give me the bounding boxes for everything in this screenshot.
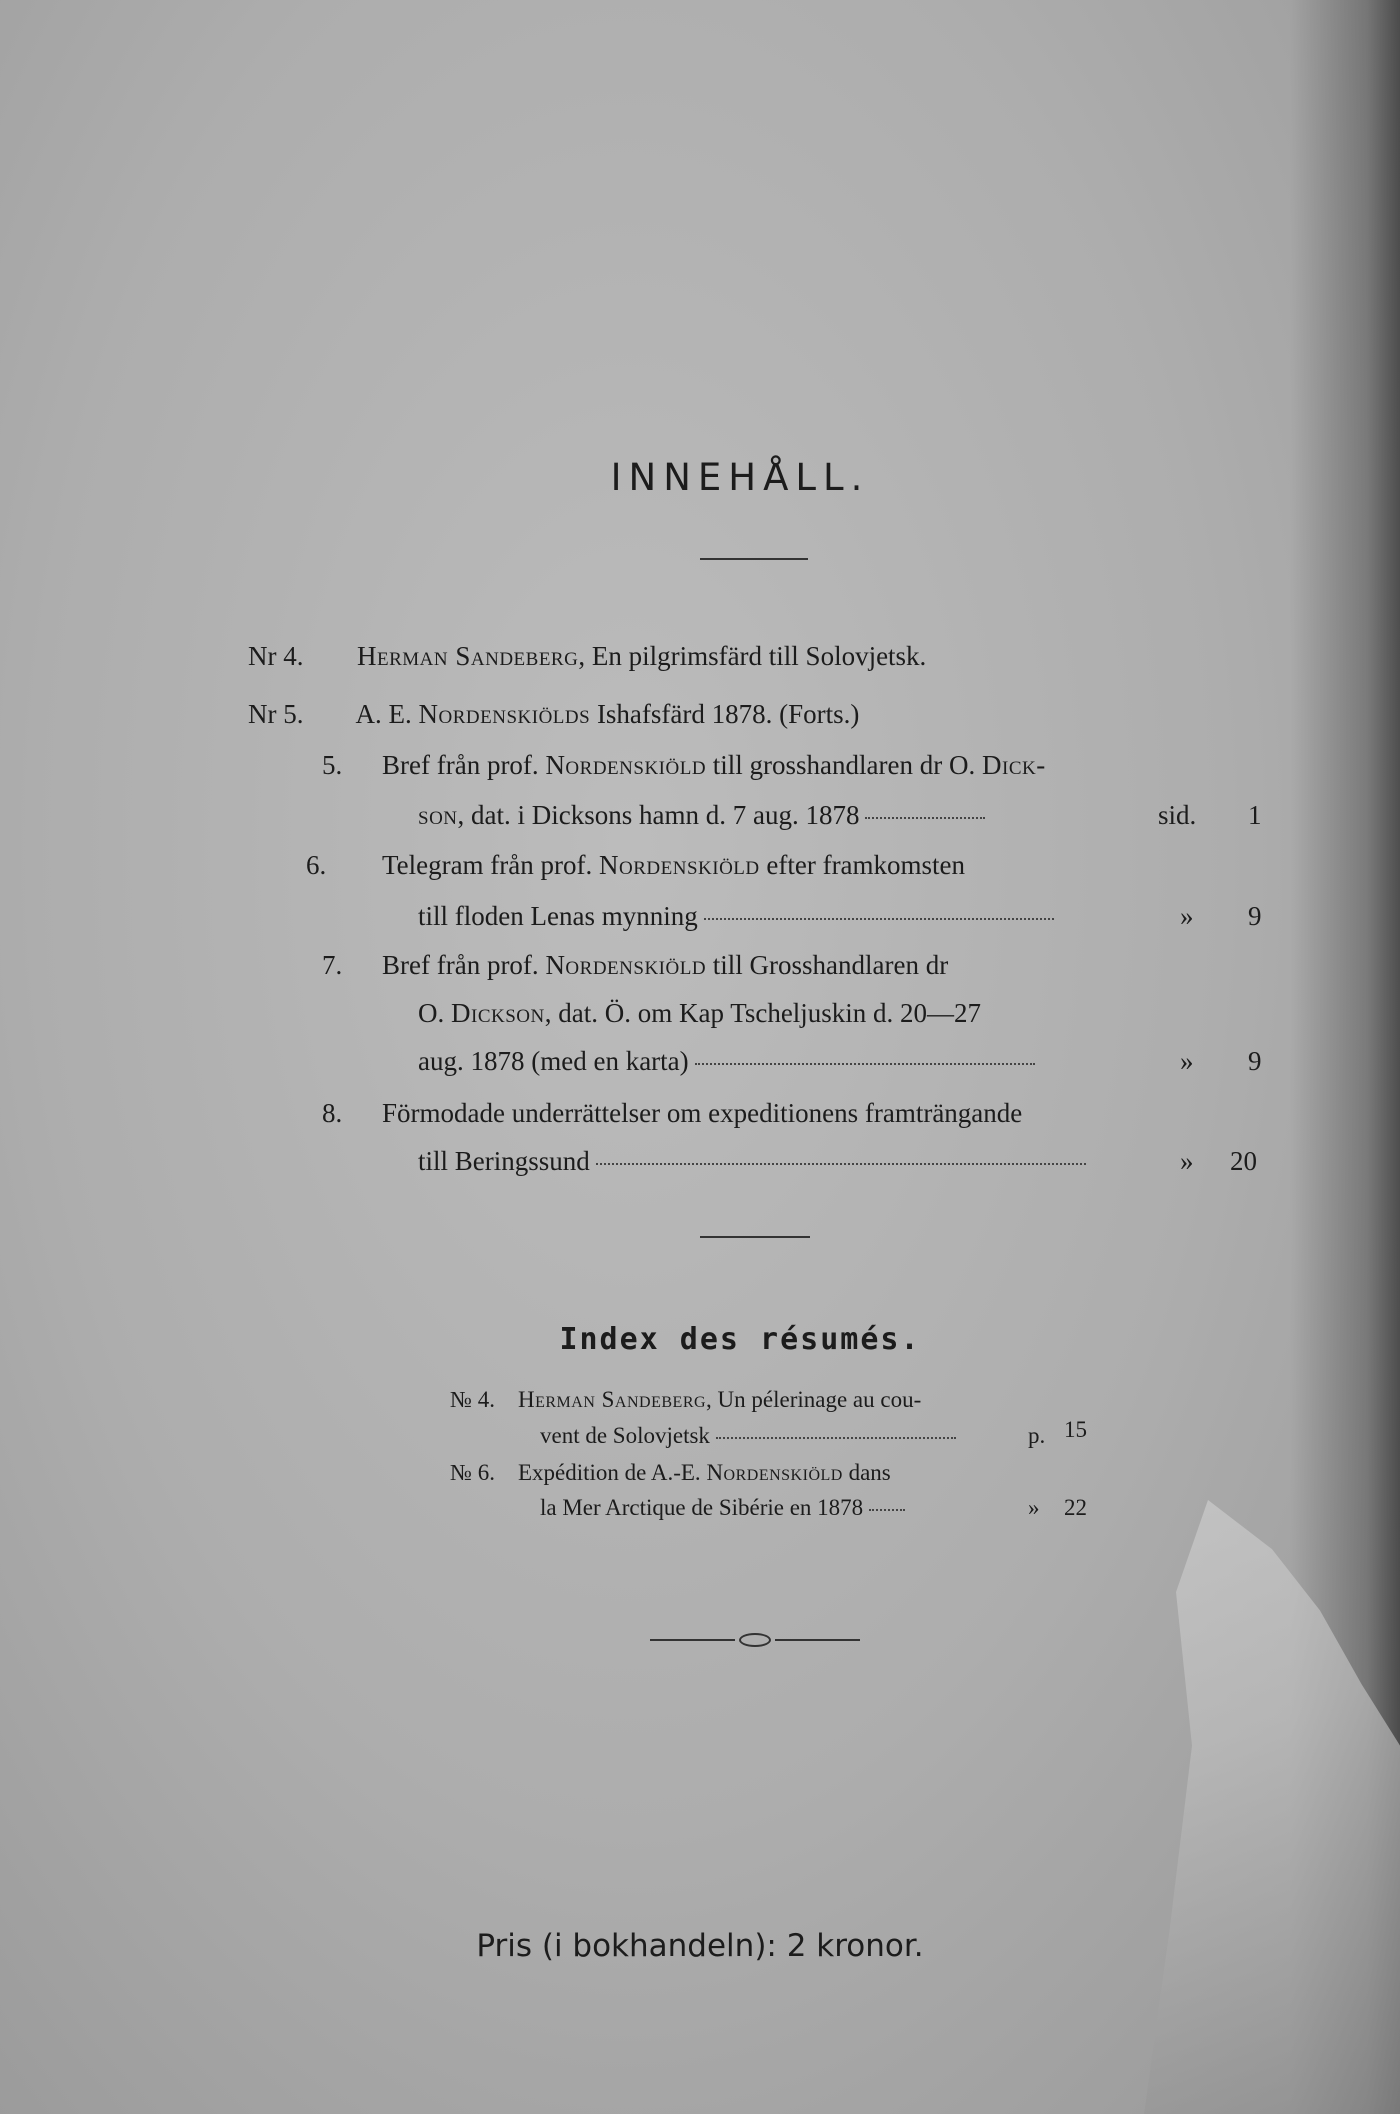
leader-dots (704, 918, 1054, 920)
text: till grosshandlaren dr O. (706, 750, 982, 780)
page-number: 9 (1248, 901, 1262, 931)
toc-subentry-5-number: 5. (322, 750, 343, 780)
text: till floden Lenas mynning (418, 901, 698, 931)
entry-number: Nr 4. (248, 641, 304, 671)
text: Telegram från prof. (382, 850, 600, 880)
entry-title: Ishafsfärd 1878. (Forts.) (590, 699, 860, 729)
author: Nordenskiöld (599, 850, 760, 880)
leader-dots (865, 817, 985, 819)
toc-subentry-6-line2 (418, 893, 1060, 939)
toc-subentry-5-line1 (382, 742, 1046, 788)
ornament-line (775, 1639, 860, 1641)
page-number: 20 (1230, 1146, 1257, 1176)
leader-dots (716, 1437, 956, 1439)
index-item-4-number: № 4. (450, 1387, 495, 1412)
toc-subentry-8-line2 (418, 1138, 1092, 1184)
price-note: Pris (i bokhandeln): 2 kronor. (476, 1928, 924, 1964)
text: Expédition de A.-E. (518, 1460, 707, 1485)
author: Herman Sandeberg (518, 1387, 707, 1412)
author: Nordenskiöld (545, 950, 707, 980)
toc-subentry-7-line3 (418, 1038, 1041, 1084)
index-item-6-page: 22 (1064, 1495, 1087, 1520)
entry-prefix: A. E. (355, 699, 419, 729)
index-item-6-page-label: » (1028, 1495, 1040, 1520)
toc-subentry-7-line1 (382, 942, 948, 988)
text: O. (418, 998, 451, 1028)
index-item-4-page: 15 (1064, 1417, 1087, 1442)
text: dans (842, 1460, 891, 1485)
text: Bref från prof. (382, 750, 546, 780)
toc-subentry-7-line2 (418, 990, 981, 1036)
text: efter framkomsten (759, 850, 966, 880)
text: Bref från prof. (382, 950, 546, 980)
author: Nordenskiöld (545, 750, 707, 780)
toc-subentry-6-number: 6. (306, 850, 327, 880)
toc-entry-nr5 (248, 691, 859, 737)
decorative-ornament (650, 1630, 860, 1650)
entry-title: , En pilgrimsfärd till Solovjetsk. (578, 641, 927, 671)
text: , Un pélerinage au cou- (706, 1387, 922, 1412)
toc-subentry-6-line1 (382, 842, 965, 888)
ornament-center (739, 1633, 771, 1647)
index-item-6-line2 (540, 1490, 911, 1526)
author: Dick- (982, 750, 1046, 780)
page-label: sid. (1158, 800, 1197, 830)
author: Nordenskiöld (706, 1460, 843, 1485)
index-title: Index des résumés. (559, 1322, 921, 1357)
toc-entry-nr4 (248, 633, 926, 679)
ornament-line (650, 1639, 735, 1641)
text: vent de Solovjetsk (540, 1423, 710, 1448)
page-label: » (1180, 1146, 1194, 1176)
entry-number: Nr 5. (248, 699, 304, 729)
text: la Mer Arctique de Sibérie en 1878 (540, 1495, 864, 1520)
author: Dickson (451, 998, 545, 1028)
leader-dots (869, 1509, 905, 1511)
text: till Grosshandlaren dr (706, 950, 949, 980)
toc-subentry-8-line1: Förmodade underrättelser om expeditionens framträngande (382, 1098, 1023, 1128)
page-number: 9 (1248, 1046, 1262, 1076)
index-item-4-line1 (518, 1382, 921, 1418)
toc-subentry-8-number: 8. (322, 1098, 343, 1128)
text: aug. 1878 (med en karta) (418, 1046, 689, 1076)
author: son (418, 800, 458, 830)
leader-dots (695, 1063, 1035, 1065)
page-label: » (1180, 901, 1194, 931)
leader-dots (596, 1163, 1086, 1165)
page-title: INNEHÅLL. (610, 456, 870, 499)
title-rule (700, 558, 808, 560)
index-item-6-line1 (518, 1455, 891, 1491)
toc-subentry-7-number: 7. (322, 950, 343, 980)
page-label: » (1180, 1046, 1194, 1076)
index-item-4-line2 (540, 1418, 962, 1454)
entry-author: Herman Sandeberg (357, 641, 579, 671)
entry-author: Nordenskiölds (418, 699, 591, 729)
index-item-4-page-label: p. (1028, 1423, 1046, 1448)
text: till Beringssund (418, 1146, 590, 1176)
page-number: 1 (1248, 800, 1262, 830)
index-item-6-number: № 6. (450, 1460, 495, 1485)
section-rule (700, 1236, 810, 1238)
toc-subentry-5-line2 (418, 792, 991, 838)
text: , dat. Ö. om Kap Tscheljuskin d. 20—27 (544, 998, 982, 1028)
text: , dat. i Dicksons hamn d. 7 aug. 1878 (457, 800, 860, 830)
